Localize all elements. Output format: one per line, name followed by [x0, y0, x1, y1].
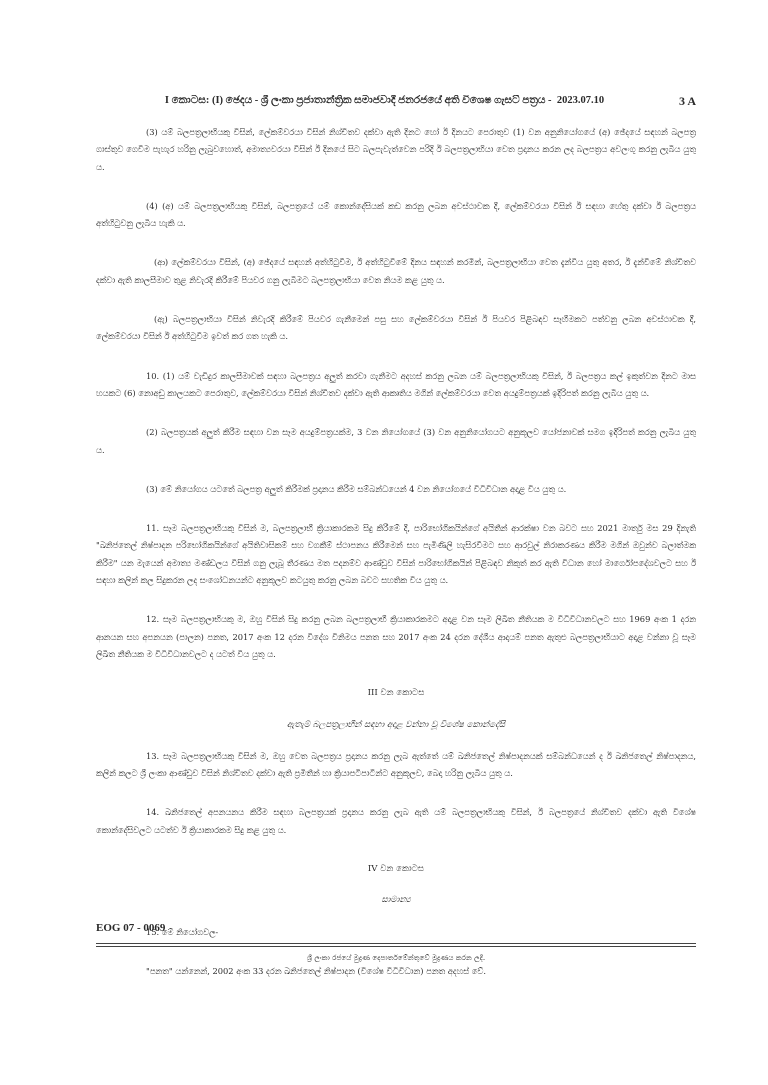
header-text: I කොටස: (I) ඡෙදය - ශ්‍රී ලංකා ප්‍රජාතාන්ත්‍රික සමාජවාදී ජනරජයේ අති විශෙෂ ගැසට් පත්‍රය -	[164, 95, 552, 106]
footer-divider	[96, 946, 696, 947]
document-code: EOG 07 - 0069	[96, 922, 166, 934]
part-3-subtitle: ඇතැම් බලපත්‍රලාභීන් සඳහා අදාළ වන්නා වූ විශේෂ කොන්දේසි	[286, 719, 506, 730]
page-number: 3 A	[678, 93, 696, 108]
page-header	[96, 92, 696, 110]
paragraph: 14. ඛනිජතෙල් අපනයනය කිරීම සඳහා බලපත්‍රයක් ප්‍රදානය කරනු ලැබ ඇති යම් බලපත්‍රලාභියකු විසින්, ඊ බලපත්‍රයේ නිශ්චිතව දක්වා ඇති විශේෂ කොන්දේසිවලට යටත්ව ඊ ක්‍රියාකාරකම සිදු කළ යුතු ය.	[96, 807, 696, 835]
paragraph: 12. සෑම බලපත්‍රලාභියකු ම, ඔහු විසින් සිදු කරනු ලබන බලපත්‍රලාභී ක්‍රියාකාරකමට අදාළ වන සෑම ලිඛිත නීතියක ම විධිවිධානවලට සහ 1969 අංක 1 දරන ආනයන සහ අපනයන (පාලන) පනත, 2017 අංක 12 දරන විදේශ විනිමය පනත සහ 2017 අංක 24 දරන දේශීය ආදායම් පනත ඇතුළු බලපත්‍රලාභියාට අදාළ වන්නා වූ සෑම ලිඛිත නීතියක ම විධිවිධානවලට ද යටත් විය යුතු ය.	[96, 614, 696, 659]
definition-paragraph: "පනත" යන්නෙන්, 2002 අංක 33 දරන ඛනිජතෙල් නිෂ්පාදන (විශේෂ විධිවිධාන) පනත අදහස් වේ.	[146, 965, 486, 976]
paragraph: (ඇ) බලපත්‍රලාභියා විසින් නිවැරදි කිරීමේ පියවර ගැනීමෙන් පසු සහ ලේකම්වරයා විසින් ඊ පියවර පිළිබඳව සෑහීමකට පත්වනු ලබන අවස්ථාවක දී, ලේකම්වරයා විසින් ඊ අත්හිටුවීම ඉවත් කර ගත හැකි ය.	[96, 314, 696, 342]
footer-divider	[96, 943, 696, 944]
paragraph: 10. (1) යම් වැඩිදුර කාලසීමාවක් සඳහා බලපත්‍රය අලුත් කරවා ගැනීමට අදහස් කරනු ලබන යම් බලපත්‍රලාභියකු විසින්, ඊ බලපත්‍රය කල් ඉකුත්වන දිනට මාස හයකට (6) නොඅඩු කාලයකට පෙරාතුව, ලේකම්වරයා විසින් නිශ්චිතව දක්වා ඇති ආකෘතිය මගින් ලේකම්වරයා වෙත අයදුම්පත්‍රයක් ඉදිරිපත් කරනු ලැබිය යුතු ය.	[96, 370, 696, 398]
printer-note: ශ්‍රී ලංකා රජයේ මුද්‍රණ දෙපාර්තමේන්තුවේ මුද්‍රණය කරන ලදී.	[306, 953, 486, 962]
paragraph: (3) යම් බලපත්‍රලාභියකු විසින්, ලේකම්වරයා විසින් නිශ්චිතව දක්වා ඇති දිනට හෝ ඊ දිනයට පෙරාතුව (1) වන අනුනියෝගයේ (අ) ඡේදයේ සඳහන් බලපත්‍ර ගාස්තුව ගෙවීම පැහැර හරිනු ලැබුවහොත්, අමාත්‍යවරයා විසින් ඊ දිනයේ සිට බලපැවැත්වෙන පරිදි ඊ බලපත්‍රලාභියා වෙත ප්‍රදානය කරන ලද බලපත්‍රය අවලංගු කරනු ලැබිය යුතු ය.	[96, 127, 696, 172]
paragraph: (4) (අ) යම් බලපත්‍රලාභියකු විසින්, බලපත්‍රයේ යම් කොන්දේසියක් කඩ කරනු ලබන අවස්ථාවක දී, ලේකම්වරයා විසින් ඊ සඳහා හේතු දක්වා ඊ බලපත්‍රය අත්හිටුවනු ලැබිය හැකි ය.	[96, 200, 696, 229]
paragraph: 11. සෑම බලපත්‍රලාභියකු විසින් ම, බලපත්‍රලාභී ක්‍රියාකාරකම සිදු කිරීමේ දී, පාරිභෝගිකයින්ගේ අයිතීන් ආරක්ෂා වන බවට සහ 2021 මාර්තු මස 29 දිනැති "ඛනිජතෙල් නිෂ්පාදන පරිභෝගිකයින්ගේ අයිතිවාසිකම් සහ වගකීම් ස්ථාපනය කිරීමෙන් සහ පැමිණිලි හැසිරවීමට සහ ආරවුල් නිරාකරණය කිරීම මගින් ඔවුන්ව බලාත්මක කිරීම" යන මැයෙන් අමාත්‍ය මණ්ඩලය විසින් ගනු ලැබූ තීරණය මත පදනම්ව ආණ්ඩුව විසින් පාරිභෝගිකයින් පිළිබඳව නිකුත් කර ඇති විධාන හෝ මාර්ගෝපදේශවලට සහ ඊ සඳහා කලින් කල සිදුකරන ලද සංශෝධනයන්ට අනුකූලව කටයුතු කරනු ලබන බවට සහතික විය යුතු ය.	[96, 523, 696, 586]
document-body	[96, 124, 696, 1002]
paragraph: (3) මේ නියෝගය යටතේ බලපත්‍ර අලුත් කිරීමක් ප්‍රදානය කිරීම සම්බන්ධයෙන් 4 වන නියෝගයේ විධිවිධාන අදාළ විය යුතු ය.	[146, 483, 567, 494]
paragraph: 13. සෑම බලපත්‍රලාභියකු විසින් ම, ඔහු වෙත බලපත්‍රය ප්‍රදානය කරනු ලැබ ඇත්තේ යම් ඛනිජතෙල් නිෂ්පාදනයක් සම්බන්ධයෙන් ද ඊ ඛනිජතෙල් නිෂ්පාදනය, කලින් කලට ශ්‍රී ලංකා ආණ්ඩුව විසින් නිශ්චිතව දක්වා ඇති ප්‍රමිතීන් හා ක්‍රියාපටිපාටීන්ට අනුකූලව, බෙදා හරිනු ලැබිය යුතු ය.	[96, 750, 696, 779]
paragraph: (ආ) ලේකම්වරයා විසින්, (අ) ඡේදයේ සඳහන් අත්හිටුවීම, ඊ අත්හිටුවීමේ දිනය සඳහන් කරමින්, බලපත්‍රලාභියා වෙත දැන්විය යුතු අතර, ඊ දැන්වීමේ නිශ්චිතව දක්වා ඇති කාලසීමාව තුළ නිවැරදි කිරීමේ පියවර ගනු ලැබීමට බලපත්‍රලාභියා වෙත නියම කළ යුතු ය.	[96, 257, 696, 285]
part-3-title: III වන කොටස	[367, 688, 425, 699]
header-title	[96, 95, 673, 107]
paragraph: 15. මේ නියෝගවල-	[146, 926, 219, 937]
paragraph: (2) බලපත්‍රයක් අලුත් කිරීම සඳහා වන සෑම අයදුම්පත්‍රයක්ම, 3 වන නියෝගයේ (3) වන අනුනියෝගයට අනුකූලව යෝජනාවක් සමග ඉදිරිපත් කරනු ලැබිය යුතු ය.	[96, 427, 696, 455]
part-4-subtitle: සාමාන්‍ය	[381, 895, 411, 906]
header-date: 2023.07.10	[556, 95, 605, 106]
part-4-title: IV වන කොටස	[367, 864, 425, 875]
